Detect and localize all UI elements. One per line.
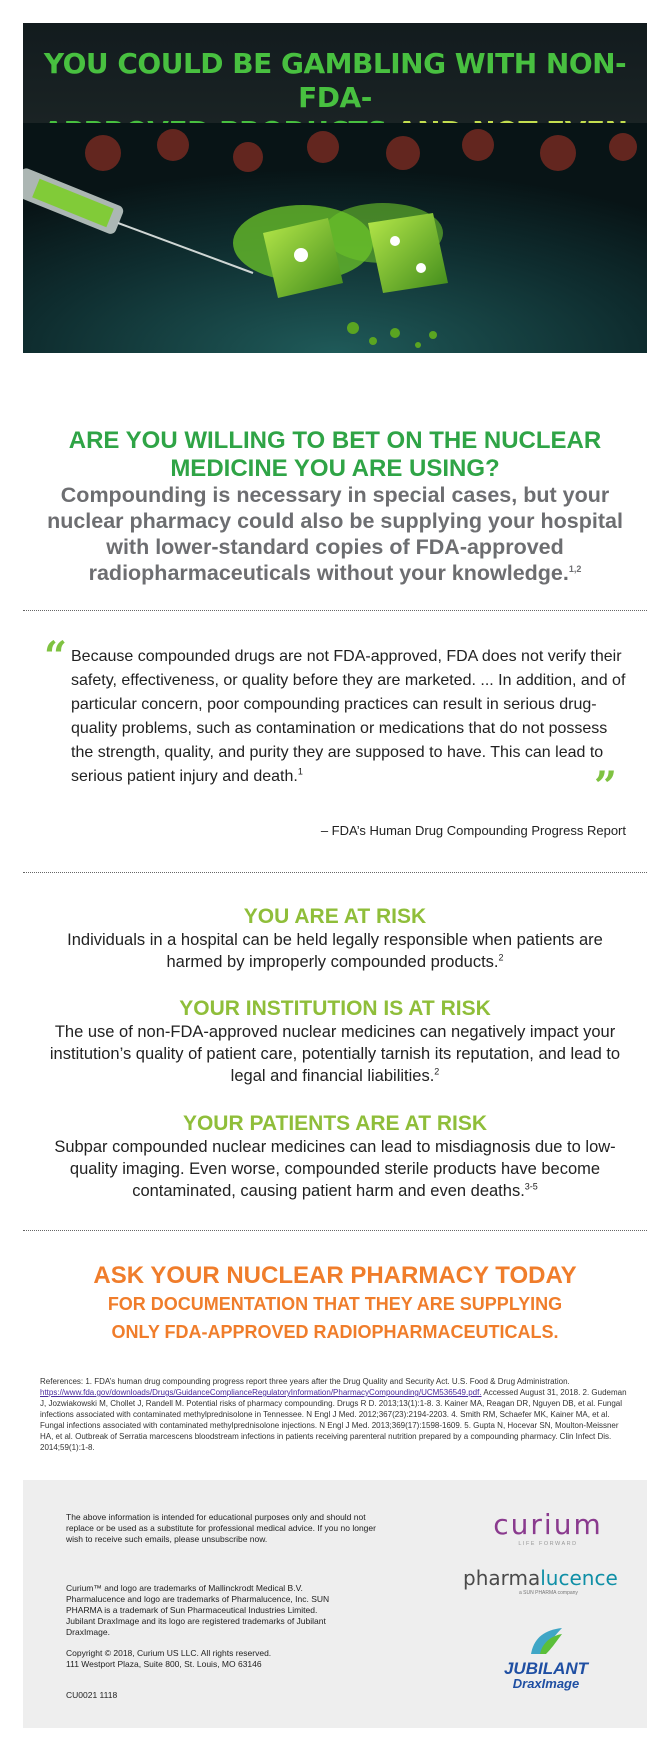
divider-1 bbox=[23, 610, 647, 611]
fda-report-link[interactable]: https://www.fda.gov/downloads/Drugs/GuidanceComplianceRegulatoryInformation/PharmacyCompounding/UCM536549.pdf. bbox=[40, 1388, 482, 1397]
pharmalucence-wordmark-b: lucence bbox=[540, 1566, 618, 1590]
jubilant-wordmark: JUBILANT bbox=[503, 1659, 589, 1678]
intro-body-text: Compounding is necessary in special cases, but your nuclear pharmacy could also be supplying your hospital with lower-standard copies of FDA-approved radiopharmaceuticals without your knowledge. bbox=[47, 483, 623, 585]
cta-subheading bbox=[40, 1290, 630, 1346]
risk-body-institution-footnote: 2 bbox=[434, 1066, 440, 1077]
divider-2 bbox=[23, 872, 647, 873]
jubilant-leaf-icon bbox=[526, 1626, 566, 1656]
quote-text bbox=[71, 645, 631, 789]
footer-copyright: Copyright © 2018, Curium US LLC. All rights reserved. bbox=[66, 1648, 272, 1658]
draximage-wordmark: DraxImage bbox=[512, 1676, 580, 1691]
risk-body-you-text: Individuals in a hospital can be held legally responsible when patients are harmed by improperly compounded products. bbox=[67, 931, 603, 971]
intro-heading bbox=[0, 427, 670, 483]
risk-heading-institution: YOUR INSTITUTION IS AT RISK bbox=[179, 997, 491, 1020]
curium-wordmark: curium bbox=[493, 1508, 603, 1541]
pharmalucence-tagline: a SUN PHARMA company bbox=[519, 1590, 578, 1596]
footer bbox=[23, 1480, 647, 1728]
footer-disclaimer bbox=[66, 1512, 386, 1545]
curium-tagline: LIFE FORWARD bbox=[518, 1541, 578, 1547]
intro-body bbox=[30, 482, 640, 586]
pharmalucence-wordmark bbox=[463, 1566, 643, 1590]
footer-code: CU0021 1118 bbox=[66, 1690, 118, 1700]
dice-syringe-illustration bbox=[23, 123, 647, 353]
risk-body-you-footnote: 2 bbox=[498, 952, 504, 963]
close-quote-icon: ” bbox=[594, 763, 618, 810]
references-part1: References: 1. FDA’s human drug compounding progress report three years after the Drug Quality and Security Act. U.S. Food & Drug Administration. bbox=[40, 1377, 570, 1386]
open-quote-icon: “ bbox=[44, 633, 68, 680]
risk-heading-you: YOU ARE AT RISK bbox=[243, 905, 427, 928]
risk-body-you bbox=[40, 929, 630, 973]
references-part2: Accessed August 31, 2018. 2. Gudeman J, Jozwiakowski M, Chollet J, Randell M. Potential risks of pharmacy compounding. Drugs R D. 2013;13(1):1-8. 3. Kainer MA, Reagan DR, Nguyen DB, et al. Fungal infections associated with contaminated methylprednisolone in Tennessee. N Engl J Med. 2012;367(23):2194-2203. 4. Smith RM, Schaefer MK, Kainer MA, et al. Fungal infections associated with contaminated methylprednisolone injections. N Engl J Med. 2013;369(17):1598-1609. 5. Gupta N, Hocevar SN, Moulton-Meissner HA, et al. Outbreak of Serratia marcescens bloodstream infections in patients receiving parenteral nutrition prepared by a compounding pharmacy. Clin Infect Dis. 2014;59(1):1-8. bbox=[40, 1388, 627, 1452]
references bbox=[40, 1376, 630, 1453]
cta-line2: FOR DOCUMENTATION THAT THEY ARE SUPPLYING bbox=[107, 1294, 563, 1314]
risk-body-patients-text: Subpar compounded nuclear medicines can lead to misdiagnosis due to low-quality imaging. Even worse, compounded sterile products have become contaminated, causing patient harm and even deaths. bbox=[54, 1138, 616, 1200]
intro-footnote: 1,2 bbox=[568, 563, 582, 574]
curium-logo bbox=[473, 1508, 623, 1547]
intro-heading-line2: MEDICINE YOU ARE USING? bbox=[170, 455, 500, 482]
quote-source: – FDA’s Human Drug Compounding Progress Report bbox=[320, 823, 626, 838]
risk-body-patients-footnote: 3-5 bbox=[524, 1181, 538, 1192]
risk-body-institution-text: The use of non-FDA-approved nuclear medicines can negatively impact your institution’s quality of patient care, potentially tarnish its reputation, and lead to legal and financial liabilities. bbox=[49, 1023, 621, 1085]
jubilant-draximage-logo bbox=[476, 1626, 616, 1691]
risk-body-institution bbox=[40, 1021, 630, 1087]
pharmalucence-wordmark-a: pharma bbox=[463, 1566, 541, 1590]
disclaimer-text: The above information is intended for educational purposes only and should not replace or be used as a substitute for professional medical advice. If you no longer wish to receive such emails, please unsubscribe now. bbox=[66, 1512, 376, 1544]
quote-footnote: 1 bbox=[297, 766, 303, 777]
cta-heading: ASK YOUR NUCLEAR PHARMACY TODAY bbox=[93, 1262, 577, 1289]
footer-trademarks: Curium™ and logo are trademarks of Mallinckrodt Medical B.V. Pharmalucence and logo are trademarks of Pharmalucence, Inc. SUN PHARMA is a trademark of Sun Pharmaceutical Industries Limited. Jubilant DraxImage and its logo are registered trademarks of Jubilant DraxImage. bbox=[66, 1583, 330, 1637]
cta-line3: ONLY FDA-APPROVED RADIOPHARMACEUTICALS. bbox=[111, 1322, 559, 1342]
hero-banner bbox=[23, 23, 647, 353]
risk-heading-patients: YOUR PATIENTS ARE AT RISK bbox=[182, 1112, 488, 1135]
hero-title-line1: YOU COULD BE GAMBLING WITH NON-FDA- bbox=[43, 47, 627, 114]
footer-address: 111 Westport Plaza, Suite 800, St. Louis, MO 63146 bbox=[66, 1659, 262, 1669]
quote-body: Because compounded drugs are not FDA-approved, FDA does not verify their safety, effectiveness, or quality before they are marketed. ... In addition, and of particular concern, poor compounding practices can result in serious drug-quality problems, such as contamination or medications that do not possess the strength, quality, and purity they are supposed to have. This can lead to serious patient injury and death. bbox=[71, 648, 626, 785]
risk-body-patients bbox=[40, 1136, 630, 1202]
intro-heading-line1: ARE YOU WILLING TO BET ON THE NUCLEAR bbox=[68, 427, 602, 454]
pharmalucence-logo bbox=[463, 1566, 643, 1596]
divider-3 bbox=[23, 1230, 647, 1231]
